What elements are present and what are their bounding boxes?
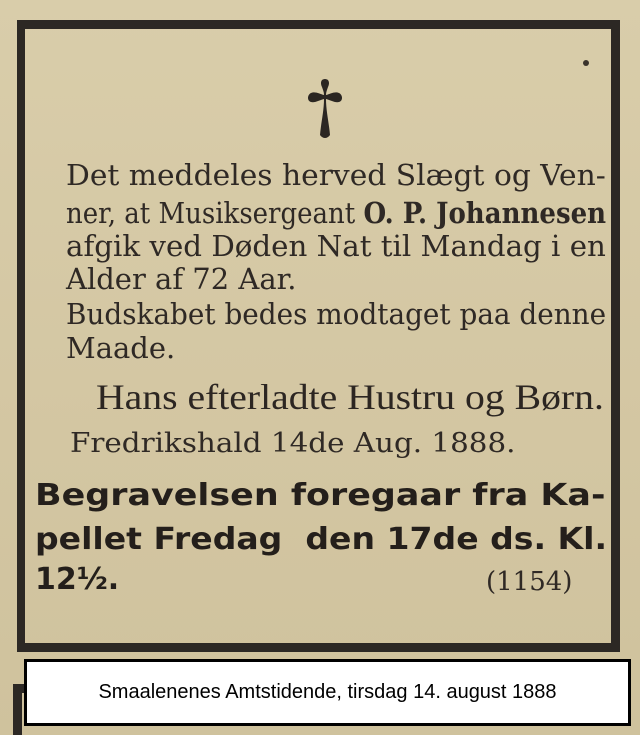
- notice-line-3: afgik ved Døden Nat til Mandag i en: [66, 229, 606, 263]
- burial-line-3: 12½.: [35, 562, 120, 597]
- place-date: Fredrikshald 14de Aug. 1888.: [70, 428, 516, 459]
- notice-line-6: Maade.: [66, 331, 176, 365]
- notice-line-4: Alder af 72 Aar.: [66, 262, 297, 296]
- deceased-name: O. P. Johannesen: [363, 196, 607, 230]
- notice-line-2: [66, 196, 606, 230]
- burial-line-1: Begravelsen foregaar fra Ka-: [35, 478, 606, 513]
- signature: Hans efterladte Hustru og Børn.: [96, 377, 604, 417]
- cross-icon: [303, 75, 347, 145]
- caption-box: [24, 659, 631, 726]
- burial-line-2: pellet Fredag den 17de ds. Kl.: [35, 522, 608, 557]
- ink-speck: [583, 60, 589, 66]
- notice-line-2-text: ner, at Musiksergeant: [66, 196, 364, 230]
- notice-line-1: Det meddeles herved Slægt og Ven-: [66, 158, 606, 192]
- source-caption: Smaalenenes Amtstidende, tirsdag 14. august 1888: [98, 681, 557, 703]
- notice-line-5: Budskabet bedes modtaget paa denne: [66, 297, 607, 331]
- ad-number: (1154): [486, 567, 573, 597]
